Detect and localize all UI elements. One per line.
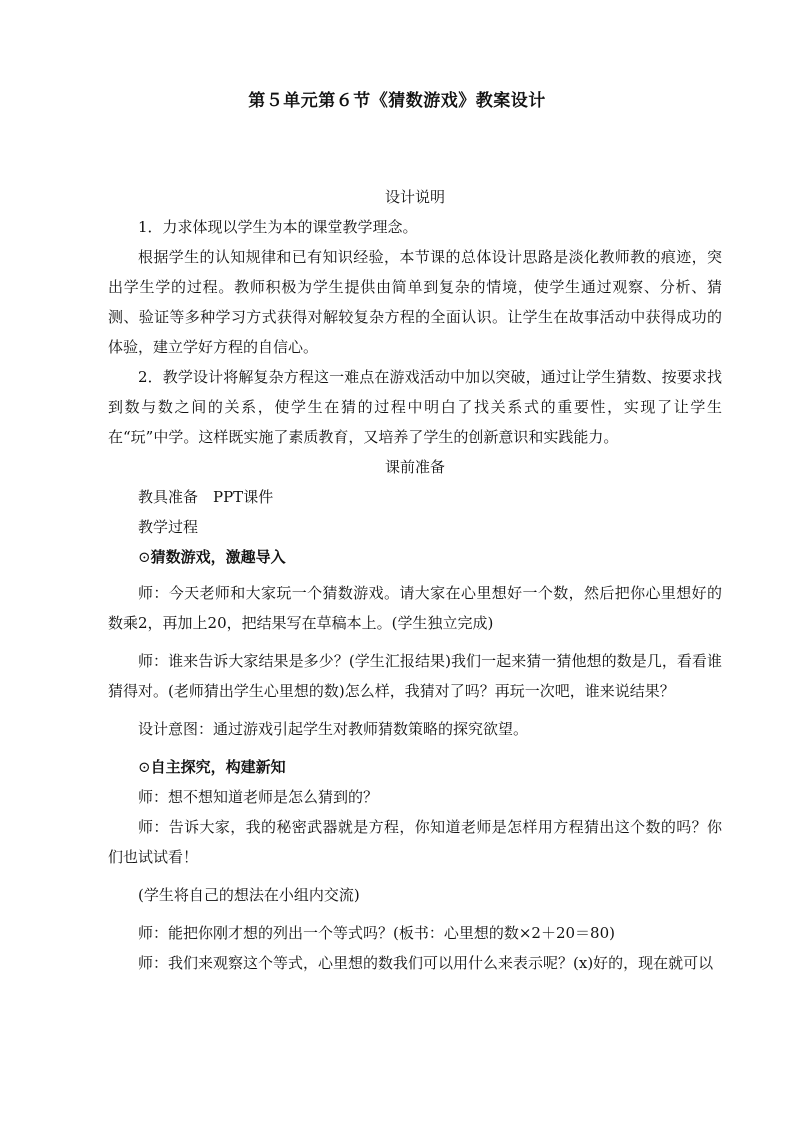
section-heading-2-text: 自主探究，构建新知: [150, 758, 286, 776]
teacher-line-1: 师：今天老师和大家玩一个猜数游戏。请大家在心里想好一个数，然后把你心里想好的数乘2，再加上20，把结果写在草稿本上。(学生独立完成): [108, 584, 722, 632]
heading-preparation: 课前准备: [384, 458, 445, 476]
teacher-line-3: 师：想不想知道老师是怎么猜到的？: [138, 788, 379, 806]
tools-line: 教具准备 PPT课件: [138, 488, 274, 506]
paragraph-3: 2．教学设计将解复杂方程这一难点在游戏活动中加以突破，通过让学生猜数、按要求找到数与数之间的关系，使学生在猜的过程中明白了找关系式的重要性，实现了让学生在“玩”中学。这样既实施了素质教育，又培养了学生的创新意识和实践能力。: [108, 368, 722, 446]
heading-design-notes: 设计说明: [384, 188, 445, 206]
design-intent: 设计意图：通过游戏引起学生对教师猜数策略的探究欲望。: [138, 720, 529, 738]
teacher-line-5: 师：能把你刚才想的列出一个等式吗？(板书：心里想的数×2＋20＝80): [138, 924, 615, 942]
process-label: 教学过程: [138, 518, 199, 536]
student-note: (学生将自己的想法在小组内交流): [138, 886, 360, 904]
circle-dot-icon: ⊙: [138, 758, 151, 776]
section-heading-1: [108, 542, 722, 572]
document-title: 第５单元第６节《猜数游戏》教案设计: [248, 91, 546, 111]
teacher-line-4: 师：告诉大家，我的秘密武器就是方程，你知道老师是怎样用方程猜出这个数的吗？你们也试试看！: [108, 818, 722, 866]
teacher-line-6: 师：我们来观察这个等式，心里想的数我们可以用什么来表示呢？(x)好的，现在就可以: [138, 954, 714, 972]
paragraph-2: 根据学生的认知规律和已有知识经验，本节课的总体设计思路是淡化教师教的痕迹，突出学生学的过程。教师积极为学生提供由简单到复杂的情境，使学生通过观察、分析、猜测、验证等多种学习方式获得对解较复杂方程的全面认识。让学生在故事活动中获得成功的体验，建立学好方程的自信心。: [108, 248, 722, 356]
paragraph-1: 1．力求体现以学生为本的课堂教学理念。: [138, 218, 418, 236]
teacher-line-2: 师：谁来告诉大家结果是多少？(学生汇报结果)我们一起来猜一猜他想的数是几，看看谁猜得对。(老师猜出学生心里想的数)怎么样，我猜对了吗？再玩一次吧，谁来说结果？: [108, 652, 722, 700]
section-heading-1-text: 猜数游戏，激趣导入: [150, 548, 286, 566]
document-body: [108, 182, 722, 978]
circle-dot-icon: ⊙: [138, 548, 151, 566]
section-heading-2: [108, 752, 722, 782]
